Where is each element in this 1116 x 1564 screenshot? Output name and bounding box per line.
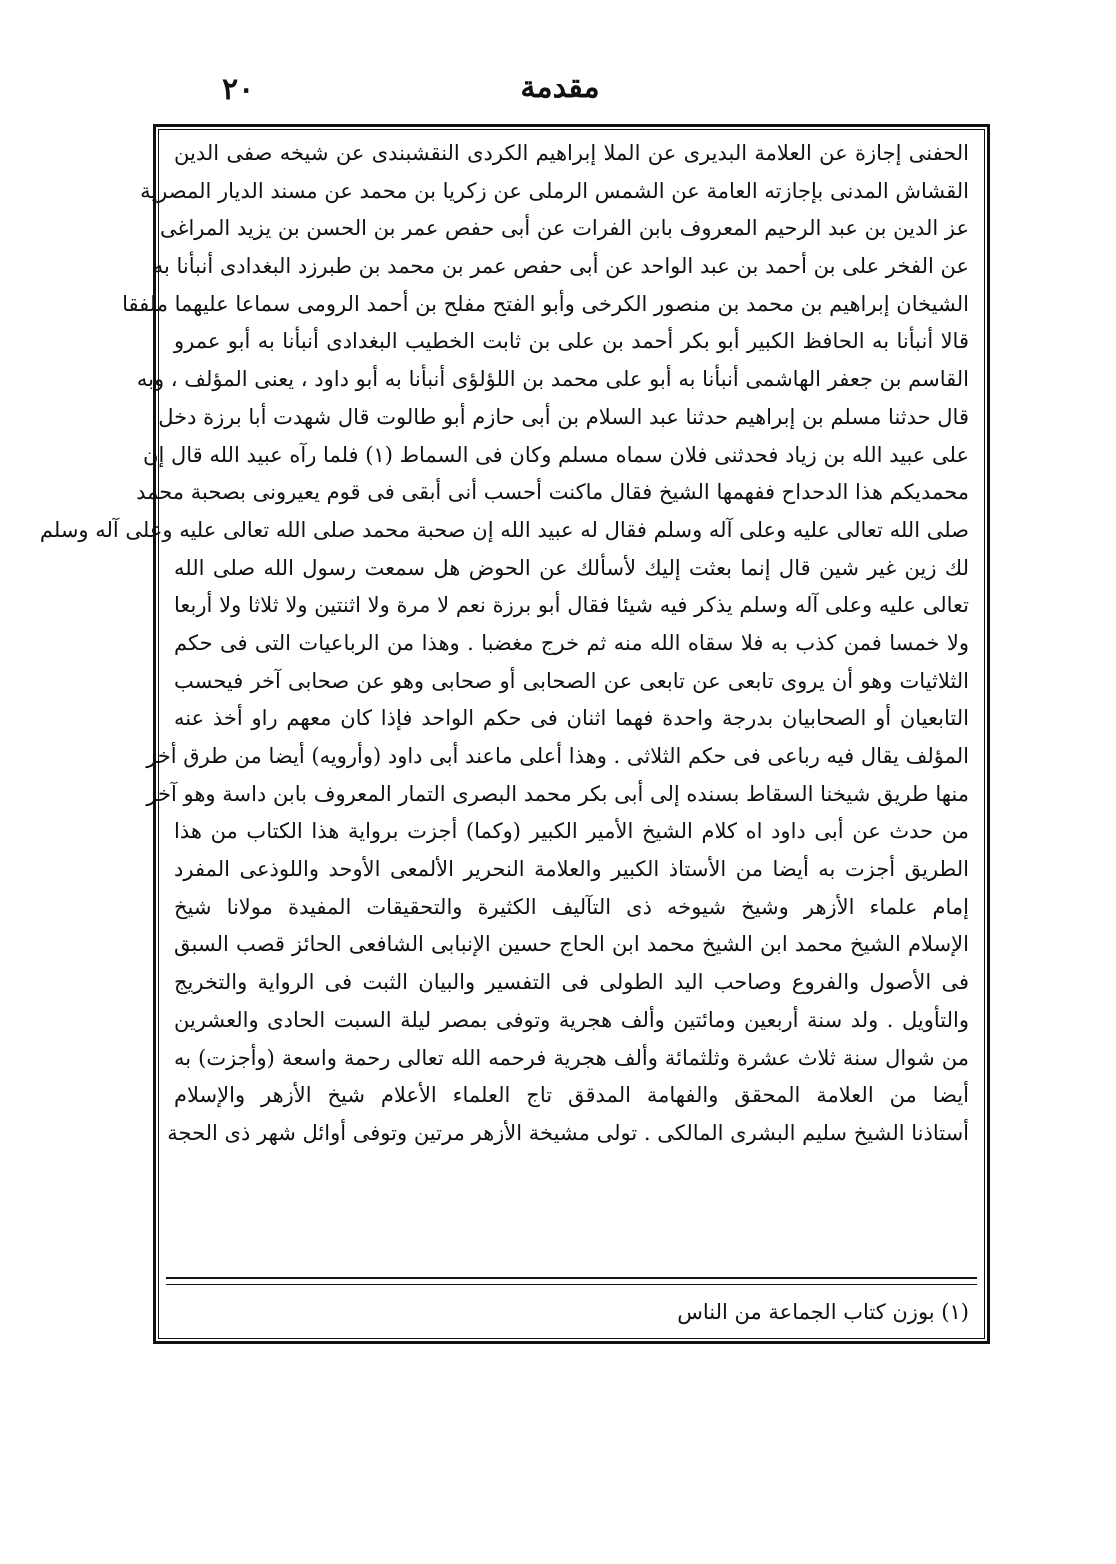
main-text xyxy=(39,135,969,1153)
text-line: القاسم بن جعفر الهاشمى أنبأنا به أبو على محمد بن اللؤلؤى أنبأنا به أبو داود ، يعنى المؤلف ، وبه xyxy=(136,367,969,392)
text-line: ولا خمسا فمن كذب به فلا سقاه الله منه ثم خرج مغضبا . وهذا من الرباعيات التى فى حكم xyxy=(174,630,969,655)
text-line: عن الفخر على بن أحمد بن عبد الواحد عن أبى حفص عمر بن محمد بن طبرزد البغدادى أنبأنا به xyxy=(152,254,969,279)
text-line: قال حدثنا مسلم بن إبراهيم حدثنا عبد السلام بن أبى حازم أبو طالوت قال شهدت أبا برزة دخل xyxy=(158,404,969,429)
running-title: مقدمة xyxy=(520,70,600,105)
text-line: أستاذنا الشيخ سليم البشرى المالكى . تولى مشيخة الأزهر مرتين وتوفى أوائل شهر ذى الحجة xyxy=(167,1120,969,1145)
text-line: صلى الله تعالى عليه وعلى آله وسلم فقال له عبيد الله إن صحبة محمد صلى الله تعالى عليه وعلى آله وسلم xyxy=(39,517,969,542)
text-line: لك زين غير شين قال إنما بعثت إليك لأسألك عن الحوض هل سمعت رسول الله صلى الله xyxy=(174,555,969,580)
text-line: الثلاثيات وهو أن يروى تابعى عن تابعى عن الصحابى أو صحابى وهو عن صحابى آخر فيحسب xyxy=(174,668,969,693)
text-line: الطريق أجزت به أيضا من الأستاذ الكبير والعلامة النحرير الألمعى الأوحد واللوذعى المفرد xyxy=(174,857,969,882)
text-line: فى الأصول والفروع وصاحب اليد الطولى فى التفسير والبيان الثبت فى الرواية والتخريج xyxy=(174,970,969,995)
text-line: الإسلام الشيخ محمد ابن الشيخ محمد ابن الحاج حسين الإنبابى الشافعى الحائز قصب السبق xyxy=(174,932,969,957)
footnote: (١) بوزن كتاب الجماعة من الناس xyxy=(677,1300,969,1324)
text-line: المؤلف يقال فيه رباعى فى حكم الثلاثى . وهذا أعلى ماعند أبى داود (وأرويه) أيضا من طرق أخر xyxy=(146,744,969,768)
text-line: منها طريق شيخنا السقاط بسنده إلى أبى بكر محمد البصرى التمار المعروف بابن داسة وهو آخر xyxy=(146,781,969,806)
text-line: محمديكم هذا الدحداح ففهمها الشيخ فقال ماكنت أحسب أنى أبقى فى قوم يعيرونى بصحبة محمد xyxy=(136,480,969,505)
text-line: والتأويل . ولد سنة أربعين ومائتين وألف هجرية وتوفى بمصر ليلة السبت الحادى والعشرين xyxy=(174,1007,969,1032)
text-line: الحفنى إجازة عن العلامة البديرى عن الملا إبراهيم الكردى النقشبندى عن شيخه صفى الدين xyxy=(174,141,969,165)
text-line: من حدث عن أبى داود اه كلام الشيخ الأمير الكبير (وكما) أجزت برواية هذا الكتاب من هذا xyxy=(174,819,969,844)
text-line: عز الدين بن عبد الرحيم المعروف بابن الفرات عن أبى حفص عمر بن الحسن بن يزيد المراغى xyxy=(159,216,969,241)
page-number: ٢٠ xyxy=(222,72,255,107)
text-line: تعالى عليه وعلى آله وسلم يذكر فيه شيئا فقال أبو برزة نعم لا مرة ولا اثنتين ولا ثلاثا ولا أربعا xyxy=(174,593,969,618)
page-frame xyxy=(39,124,990,1344)
text-line: قالا أنبأنا به الحافظ الكبير أبو بكر أحمد بن على بن ثابت الخطيب البغدادى أنبأنا به أبو عمرو xyxy=(174,329,969,354)
text-line: القشاش المدنى بإجازته العامة عن الشمس الرملى عن زكريا بن محمد عن مسند الديار المصرية xyxy=(140,178,969,203)
text-line: أيضا من العلامة المحقق والفهامة المدقق تاج العلماء الأعلام شيخ الأزهر والإسلام xyxy=(174,1083,969,1108)
footnote-divider xyxy=(166,1277,977,1285)
text-line: الشيخان إبراهيم بن محمد بن منصور الكرخى وأبو الفتح مفلح بن أحمد الرومى سماعا عليهما ملفقا xyxy=(122,291,969,316)
text-line: من شوال سنة ثلاث عشرة وثلثمائة وألف هجرية فرحمه الله تعالى رحمة واسعة (وأجزت) به xyxy=(174,1045,969,1070)
text-line: التابعيان أو الصحابيان بدرجة واحدة فهما اثنان فى حكم الواحد فإذا كان معهم راو أخذ عنه xyxy=(174,706,969,731)
text-line: إمام علماء الأزهر وشيخ شيوخه ذى التآليف الكثيرة والتحقيقات المفيدة مولانا شيخ xyxy=(174,894,969,919)
text-line: على عبيد الله بن زياد فحدثنى فلان سماه مسلم وكان فى السماط (١) فلما رآه عبيد الله قال إن xyxy=(143,442,969,467)
